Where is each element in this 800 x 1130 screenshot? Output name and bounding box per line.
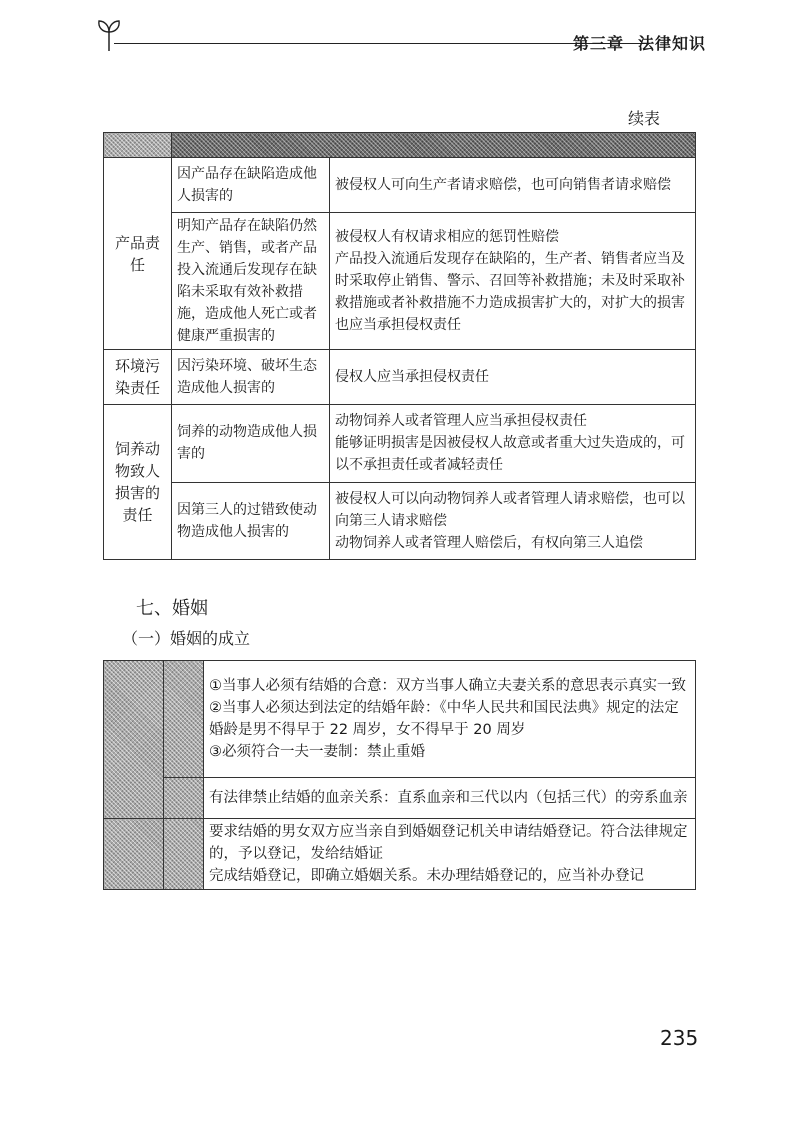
label-cell <box>104 819 164 890</box>
category-cell: 环境污染责任 <box>104 350 172 405</box>
content-line: ③必须符合一夫一妻制：禁止重婚 <box>209 744 425 760</box>
content-line: 能够证明损害是因被侵权人故意或者重大过失造成的，可以不承担责任或者减轻责任 <box>335 435 685 474</box>
category-cell: 饲养动物致人损害的责任 <box>104 405 172 560</box>
label-cell <box>164 819 204 890</box>
chapter-label: 第三章 <box>572 34 624 53</box>
content-cell <box>204 661 696 778</box>
section-title: 七、婚姻 <box>136 598 208 619</box>
condition-cell: 因污染环境、破坏生态造成他人损害的 <box>172 350 330 405</box>
table-row <box>104 158 696 213</box>
tort-liability-table <box>103 132 696 560</box>
content-line: 有法律禁止结婚的血亲关系：直系血亲和三代以内（包括三代）的旁系血亲 <box>209 790 688 806</box>
category-cell: 产品责任 <box>104 158 172 350</box>
sprout-icon <box>96 18 122 52</box>
page-number: 235 <box>660 1026 699 1050</box>
chapter-subject: 法律知识 <box>637 34 706 53</box>
table-row <box>104 661 696 778</box>
continued-label: 续表 <box>628 109 661 128</box>
content-line: ①当事人必须有结婚的合意：双方当事人确立夫妻关系的意思表示真实一致 <box>209 678 686 694</box>
header-cell-content <box>172 133 696 158</box>
table-row <box>104 213 696 350</box>
condition-cell: 因第三人的过错致使动物造成他人损害的 <box>172 482 330 560</box>
table-header-row <box>104 133 696 158</box>
table-row <box>104 482 696 560</box>
label-cell <box>164 661 204 778</box>
label-cell <box>104 661 164 819</box>
content-line: 动物饲养人或者管理人赔偿后，有权向第三人追偿 <box>335 534 643 551</box>
table-row <box>104 405 696 483</box>
section-subtitle: （一）婚姻的成立 <box>122 629 251 648</box>
content-line: 要求结婚的男女双方应当亲自到婚姻登记机关申请结婚登记。符合法律规定的，予以登记，发给结婚证 <box>209 824 688 862</box>
label-cell <box>164 778 204 819</box>
content-cell <box>204 819 696 890</box>
content-cell <box>204 778 696 819</box>
content-line: ②当事人必须达到法定的结婚年龄：《中华人民共和国民法典》规定的法定婚龄是男不得早于 22 周岁，女不得早于 20 周岁 <box>209 700 679 738</box>
content-cell: 侵权人应当承担侵权责任 <box>330 350 696 405</box>
condition-cell: 饲养的动物造成他人损害的 <box>172 405 330 483</box>
content-cell <box>330 405 696 483</box>
table-row <box>104 819 696 890</box>
content-line: 被侵权人可以向动物饲养人或者管理人请求赔偿，也可以向第三人请求赔偿 <box>335 490 685 529</box>
content-line: 被侵权人有权请求相应的惩罚性赔偿 <box>335 229 559 245</box>
header-rule <box>114 43 650 44</box>
content-line: 完成结婚登记，即确立婚姻关系。未办理结婚登记的，应当补办登记 <box>209 868 644 884</box>
condition-cell: 明知产品存在缺陷仍然生产、销售，或者产品投入流通后发现存在缺陷未采取有效补救措施，造成他人死亡或者健康严重损害的 <box>172 213 330 350</box>
content-cell <box>330 213 696 350</box>
header-cell-type <box>104 133 172 158</box>
chapter-heading <box>573 31 706 54</box>
table-row <box>104 350 696 405</box>
content-line: 动物饲养人或者管理人应当承担侵权责任 <box>335 413 587 430</box>
marriage-formation-table <box>103 660 696 890</box>
running-header <box>96 16 706 56</box>
content-line: 产品投入流通后发现存在缺陷的，生产者、销售者应当及时采取停止销售、警示、召回等补救措施；未及时采取补救措施或者补救措施不力造成损害扩大的，对扩大的损害也应当承担侵权责任 <box>335 251 685 333</box>
content-cell: 被侵权人可向生产者请求赔偿，也可向销售者请求赔偿 <box>330 158 696 213</box>
condition-cell: 因产品存在缺陷造成他人损害的 <box>172 158 330 213</box>
content-cell <box>330 482 696 560</box>
table-row <box>104 778 696 819</box>
